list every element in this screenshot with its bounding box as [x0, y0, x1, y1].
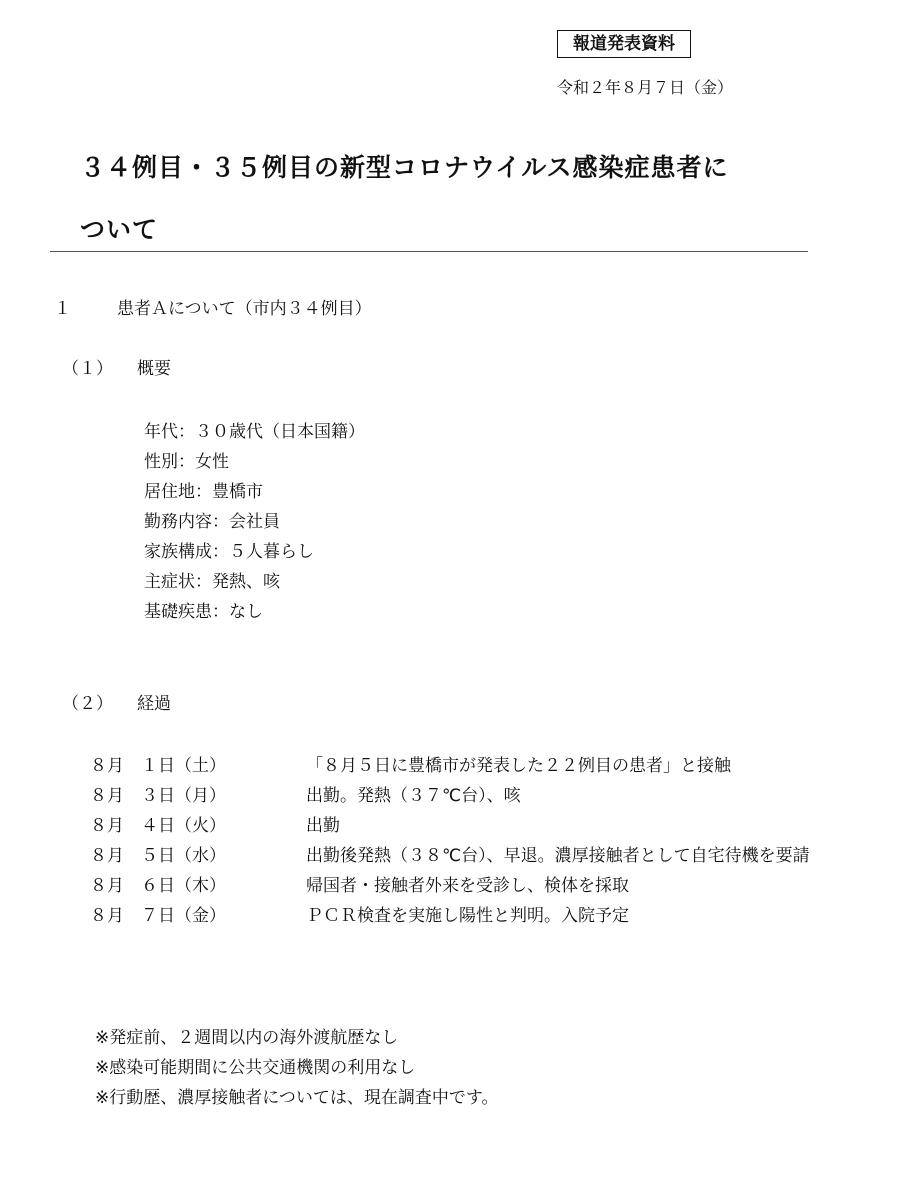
progress-number: （２）: [62, 694, 113, 714]
progress-heading: 経過: [137, 694, 171, 714]
timeline-entry: [90, 751, 870, 781]
overview-number: （１）: [62, 359, 113, 379]
timeline-entry: [90, 871, 870, 901]
timeline-date: ８月 １日（土）: [90, 756, 226, 776]
overview-item-symptoms: 主症状：発熱、咳: [144, 572, 280, 592]
overview-item-occupation: 勤務内容：会社員: [144, 512, 280, 532]
timeline-entry: [90, 811, 870, 841]
overview-item-age: 年代：３０歳代（日本国籍）: [144, 422, 365, 442]
title-underline: [50, 251, 808, 252]
timeline-event: 出勤。発熱（３７℃台）、咳: [306, 786, 521, 806]
timeline-event: 帰国者・接触者外来を受診し、検体を採取: [306, 876, 629, 896]
section-1-title: 患者Ａについて（市内３４例目）: [117, 299, 372, 319]
timeline-event: 「８月５日に豊橋市が発表した２２例目の患者」と接触: [306, 756, 731, 776]
timeline-date: ８月 ７日（金）: [90, 906, 226, 926]
progress-timeline: [90, 751, 870, 931]
timeline-event: 出勤後発熱（３８℃台）、早退。濃厚接触者として自宅待機を要請: [306, 846, 810, 866]
release-date: 令和２年８月７日（金）: [557, 78, 734, 97]
timeline-entry: [90, 781, 870, 811]
timeline-date: ８月 ６日（木）: [90, 876, 226, 896]
timeline-entry: [90, 841, 870, 871]
timeline-entry: [90, 901, 870, 931]
overview-item-sex: 性別：女性: [144, 452, 229, 472]
notes-list: [95, 1023, 499, 1113]
note-item: ※行動歴、濃厚接触者については、現在調査中です。: [95, 1088, 499, 1108]
timeline-event: ＰＣＲ検査を実施し陽性と判明。入院予定: [306, 906, 629, 926]
timeline-date: ８月 ４日（火）: [90, 816, 226, 836]
section-1-number: １: [54, 299, 71, 319]
press-release-label: 報道発表資料: [557, 30, 691, 58]
timeline-date: ８月 ５日（水）: [90, 846, 226, 866]
timeline-event: 出勤: [306, 816, 340, 836]
overview-item-conditions: 基礎疾患：なし: [144, 602, 263, 622]
overview-item-household: 家族構成：５人暮らし: [144, 542, 314, 562]
document-title-line-2: ついて: [80, 215, 159, 244]
overview-heading: 概要: [137, 359, 171, 379]
document-title-line-1: ３４例目・３５例目の新型コロナウイルス感染症患者に: [80, 153, 729, 182]
note-item: ※発症前、２週間以内の海外渡航歴なし: [95, 1028, 399, 1048]
note-item: ※感染可能期間に公共交通機関の利用なし: [95, 1058, 416, 1078]
timeline-date: ８月 ３日（月）: [90, 786, 226, 806]
overview-list: [144, 417, 365, 627]
overview-item-residence: 居住地：豊橋市: [144, 482, 263, 502]
